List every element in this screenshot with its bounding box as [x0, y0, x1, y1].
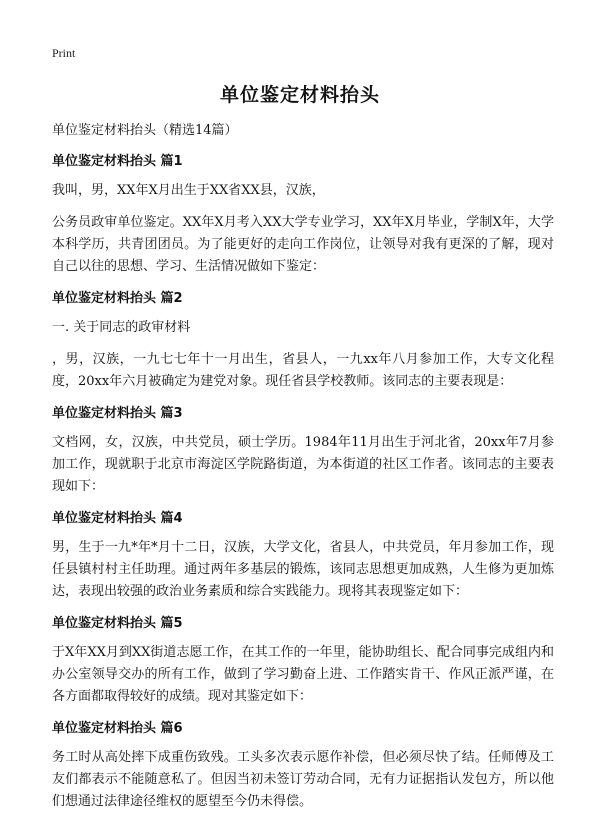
- document-title: 单位鉴定材料抬头: [219, 84, 380, 106]
- section-paragraph: 公务员政审单位鉴定。XX年X月考入XX大学专业学习，XX年X月毕业，学制X年，大学本科学历，共青团团员。为了能更好的走向工作岗位，让领导对我有更深的了解，现对自己以往的思想、学习、生活情况做如下鉴定：: [52, 215, 554, 274]
- section-paragraph: 男，生于一九*年*月十二日，汉族，大学文化，省县人，中共党员，年月参加工作，现任县镇村村主任助理。通过两年多基层的锻炼，该同志思想更加成熟，人生修为更加炼达，表现出较强的政治业务素质和综合实践能力。现将其表现鉴定如下：: [52, 540, 554, 599]
- section-heading: 单位鉴定材料抬头 篇5: [52, 616, 183, 631]
- section-heading: 单位鉴定材料抬头 篇4: [52, 511, 183, 526]
- section-5: [52, 613, 554, 708]
- section-3: [52, 403, 554, 498]
- document-body: [52, 120, 554, 823]
- section-4: [52, 508, 554, 603]
- section-heading: 单位鉴定材料抬头 篇1: [52, 154, 183, 169]
- section-1: [52, 151, 554, 278]
- section-paragraph: ，男，汉族，一九七七年十一月出生，省县人，一九xx年八月参加工作，大专文化程度，20xx年六月被确定为建党对象。现任省县学校教师。该同志的主要表现是：: [52, 352, 554, 389]
- section-heading: 单位鉴定材料抬头 篇6: [52, 721, 183, 736]
- section-paragraph: 我叫，男，XX年X月出生于XX省XX县，汉族，: [52, 183, 325, 198]
- section-heading: 单位鉴定材料抬头 篇3: [52, 406, 183, 421]
- section-paragraph: 一. 关于同志的政审材料: [52, 320, 191, 335]
- section-6: [52, 718, 554, 813]
- print-label: Print: [52, 46, 76, 60]
- document-subtitle: 单位鉴定材料抬头（精选14篇）: [52, 123, 238, 138]
- section-2: [52, 288, 554, 393]
- section-paragraph: 文档网，女，汉族，中共党员，硕士学历。1984年11月出生于河北省，20xx年7月参加工作，现就职于北京市海淀区学院路街道，为本街道的社区工作者。该同志的主要表现如下：: [52, 435, 554, 494]
- section-paragraph: 务工时从高处摔下成重伤致残。工头多次表示愿作补偿，但必须尽快了结。任师傅及工友们都表示不能随意私了。但因当初未签订劳动合同，无有力证据指认发包方，所以他们想通过法律途径维权的愿望至今仍未得偿。: [52, 750, 554, 809]
- section-heading: 单位鉴定材料抬头 篇2: [52, 291, 183, 306]
- section-paragraph: 于X年XX月到XX街道志愿工作，在其工作的一年里，能协助组长、配合同事完成组内和办公室领导交办的所有工作，做到了学习勤奋上进、工作踏实肯干、作风正派严谨，在各方面都取得较好的成绩。现对其鉴定如下：: [52, 645, 554, 704]
